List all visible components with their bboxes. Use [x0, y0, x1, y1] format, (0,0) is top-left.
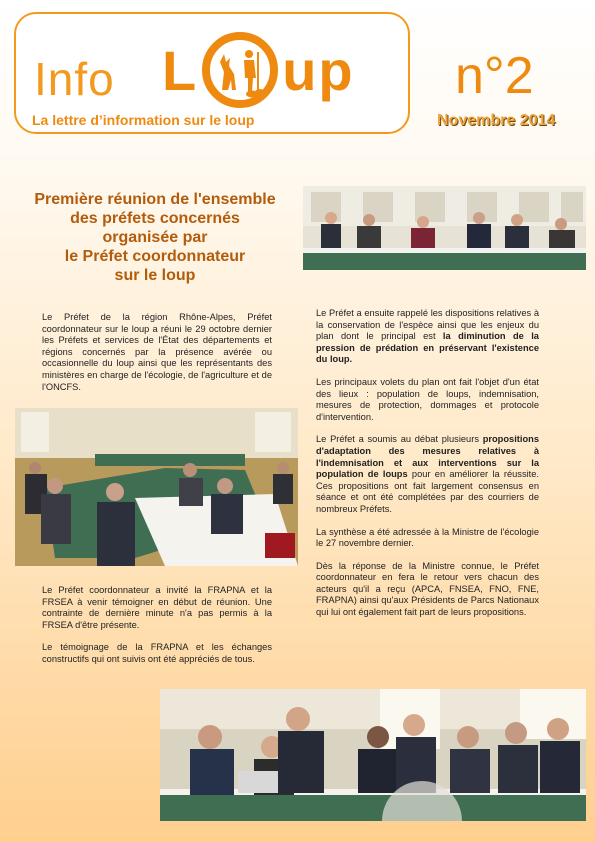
paragraph: Le témoignage de la FRAPNA et les échanges constructifs qui ont suivis ont été appréciés de tous.: [42, 642, 272, 664]
paragraph: La synthèse a été adressée à la Ministre de l'écologie le 27 novembre dernier.: [316, 526, 539, 549]
bold-text-run: propositions d'adaptation des mesures relatives à l'indemnisation et aux interventions sur la population de loups: [316, 434, 539, 480]
right-column-body: [316, 308, 539, 630]
meeting-room-photo: [15, 408, 298, 566]
left-column-testimony: [42, 585, 272, 677]
text-run: pour en améliorer la réussite. Ces propositions ont fait largement consensus en séance et ont été complétées par des courriers de nombreux Préfets.: [316, 469, 539, 514]
masthead-info-word: Info: [34, 53, 115, 105]
issue-number: n°2: [455, 47, 534, 105]
paragraph: Dès la réponse de la Ministre connue, le Préfet coordonnateur en fera le retour vers chacun des acteurs qu'il a reçu (APCA, FNSEA, FNO, FNE, FRAPNA) ainsi qu'aux Présidents de Parcs Nationaux qui lui ont également fait part de leurs propositions.: [316, 560, 539, 618]
title-line: le Préfet coordonnateur: [64, 248, 246, 265]
logo-letter-l: L: [162, 38, 199, 102]
title-line: sur le loup: [114, 267, 196, 284]
title-line: Première réunion de l'ensemble: [34, 191, 276, 208]
text-run: Le Préfet a soumis au débat plusieurs: [316, 434, 483, 445]
wolf-shepherd-icon: [202, 32, 278, 108]
issue-date: Novembre 2014: [437, 112, 556, 129]
left-column-intro: [42, 312, 272, 404]
paragraph: Le Préfet de la région Rhône-Alpes, Préfet coordonnateur sur le loup a réuni le 29 octobre dernier les Préfets et services de l'État des départements et régions concernés par la présence avérée ou occasionnelle du loup ainsi que les représentants des ministères en charge de l'écologie, de l'agriculture et de l'ONCFS.: [42, 312, 272, 392]
paragraph: Le Préfet coordonnateur a invité la FRAPNA et la FRSEA à venir témoigner en début de réunion. Une contrainte de dernière minute n'a pas permis à la FRSEA d'être présente.: [42, 585, 272, 630]
loup-logo: [162, 28, 392, 112]
title-line: des préfets concernés: [70, 210, 240, 227]
paragraph: [316, 434, 539, 515]
article-title: [30, 190, 280, 285]
meeting-closeup-photo: [160, 689, 586, 821]
meeting-photo-panel: [303, 186, 586, 270]
text-run: Le Préfet a ensuite rappelé les dispositions relatives à la conservation de l'espèce ainsi que les enjeux du plan dont le principal est: [316, 308, 539, 342]
newsletter-tagline: La lettre d’information sur le loup: [32, 112, 255, 128]
paragraph: Les principaux volets du plan ont fait l'objet d'un état des lieux : population de loups, indemnisation, mesures de protection, dommages et protocole d'intervention.: [316, 376, 539, 422]
logo-letters-up: up: [282, 38, 355, 102]
title-line: organisée par: [102, 229, 208, 246]
paragraph: [316, 308, 539, 366]
bold-text-run: la diminution de la pression de prédation en préservant l'existence du loup.: [316, 331, 539, 365]
